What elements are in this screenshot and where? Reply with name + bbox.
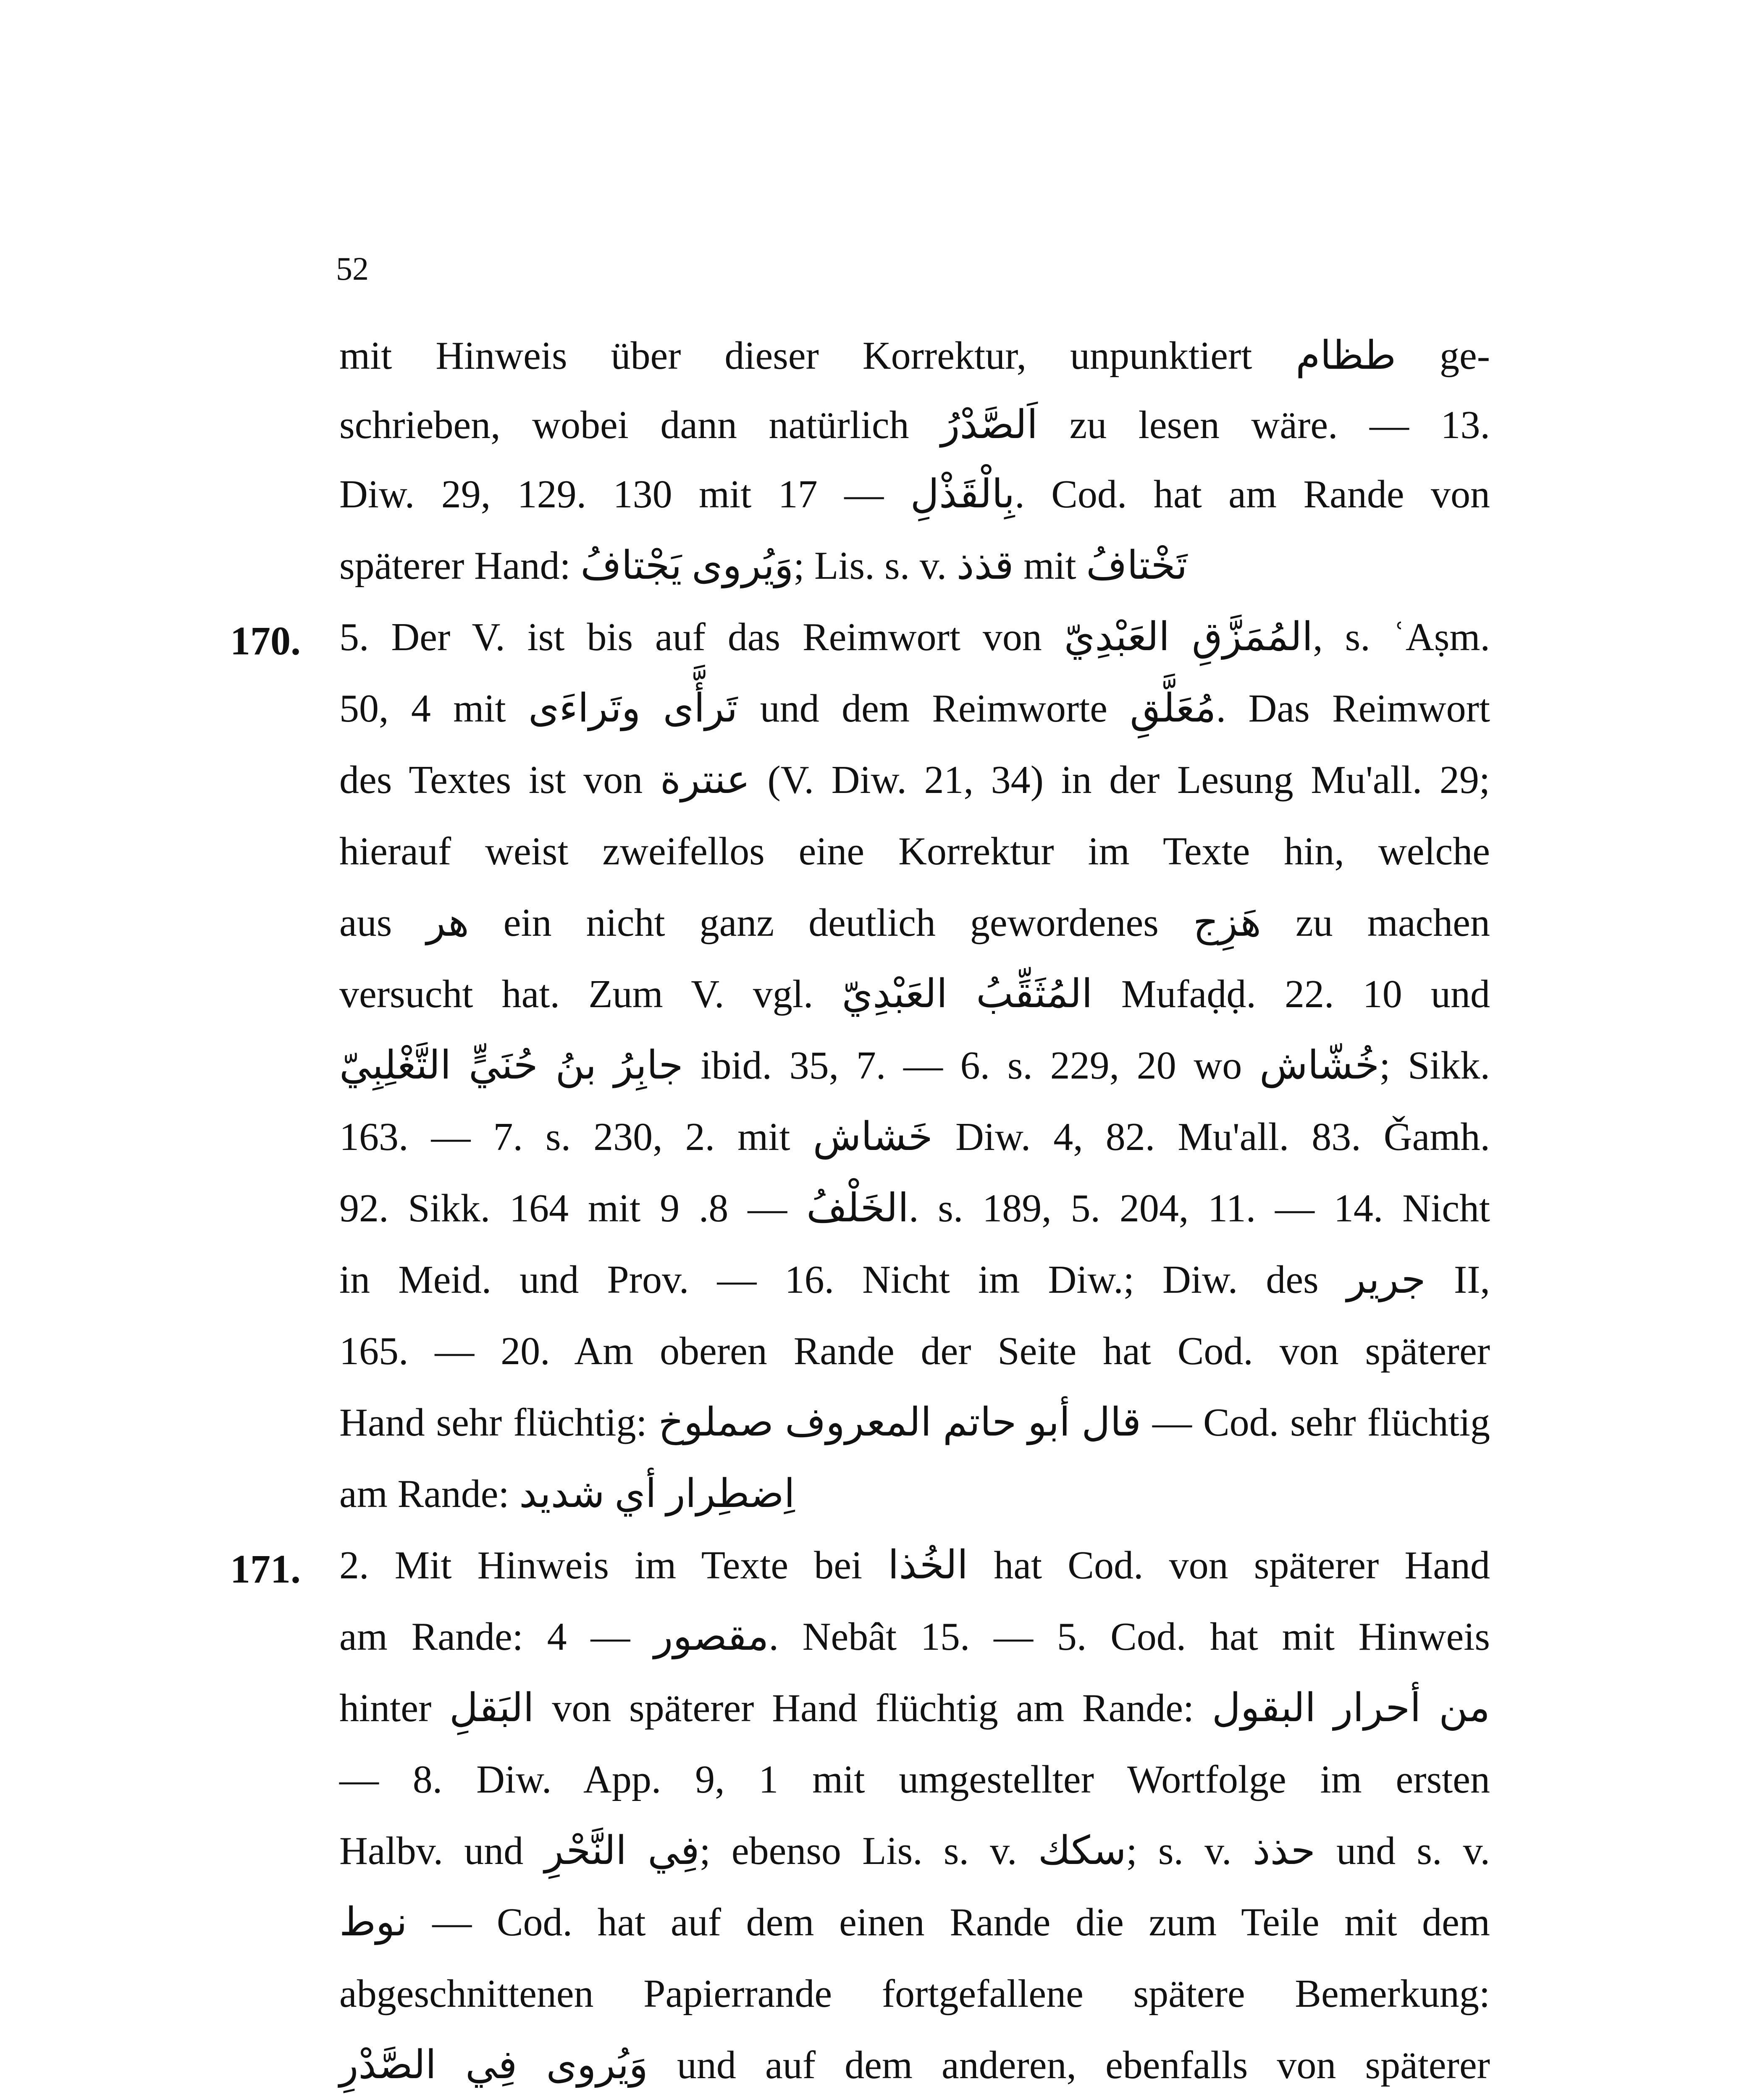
entry-number: 170. bbox=[230, 618, 301, 663]
text-line: 163. — 7. s. 230, 2. mit خَشاش Diw. 4, 82. Mu'all. 83. Ǧamh. bbox=[339, 1115, 1490, 1159]
entry-number: 171. bbox=[230, 1546, 301, 1591]
text-line: späterer Hand: وَيُروى يَجْتافُ; Lis. s. v. قذذ mit تَخْتافُ bbox=[339, 544, 1188, 588]
text-line: schrieben, wobei dann natürlich اَلصَّدْرُ zu lesen wäre. — 13. bbox=[339, 403, 1490, 447]
text-line: mit Hinweis über dieser Korrektur, unpunktiert طظام ge- bbox=[339, 334, 1490, 378]
text-line: in Meid. und Prov. — 16. Nicht im Diw.; Diw. des جرير II, bbox=[339, 1258, 1490, 1302]
text-line: Halbv. und فِي النَّحْرِ; ebenso Lis. s. v. سكك; s. v. حذذ und s. v. bbox=[339, 1829, 1490, 1873]
text-line: abgeschnittenen Papierrande fortgefallene spätere Bemerkung: bbox=[339, 1972, 1490, 2016]
text-line: Hand sehr flüchtig: قال أبو حاتم المعروف صملوخ — Cod. sehr flüchtig bbox=[339, 1401, 1490, 1444]
page-number: 52 bbox=[336, 250, 369, 287]
text-line: جابِرُ بنُ حُنَيٍّ التَّغْلِبِيّ ibid. 35, 7. — 6. s. 229, 20 wo خُشّاش; Sikk. bbox=[339, 1044, 1490, 1087]
text-line: aus هر ein nicht ganz deutlich gewordenes هَزِج zu machen bbox=[339, 901, 1490, 945]
text-line: نوط — Cod. hat auf dem einen Rande die zum Teile mit dem bbox=[339, 1900, 1490, 1944]
text-line: 92. Sikk. 164 mit الخَلْفُ — 8. 9. s. 189, 5. 204, 11. — 14. Nicht bbox=[339, 1186, 1490, 1230]
text-line: Diw. 29, 129. 130 mit بِالْقَذْلِ — 17. Cod. hat am Rande von bbox=[339, 472, 1490, 516]
text-line: 5. Der V. ist bis auf das Reimwort von المُمَزَّقِ العَبْدِيّ, s. ʿAṣm. bbox=[339, 615, 1490, 659]
text-line: وَيُروى فِي الصَّدْرِ und auf dem anderen, ebenfalls von späterer bbox=[339, 2043, 1490, 2087]
text-line: hinter البَقلِ von späterer Hand flüchtig am Rande: من أحرار البقول bbox=[339, 1686, 1490, 1730]
text-line: versucht hat. Zum V. vgl. المُثَقِّبُ العَبْدِيّ Mufaḍḍ. 22. 10 und bbox=[339, 972, 1490, 1016]
text-line: hierauf weist zweifellos eine Korrektur im Texte hin, welche bbox=[339, 830, 1490, 873]
text-line: am Rande: مقصور — 4. Nebât 15. — 5. Cod. hat mit Hinweis bbox=[339, 1615, 1490, 1659]
text-line: am Rande: اِضطِرار أي شديد bbox=[339, 1472, 795, 1516]
text-line: 165. — 20. Am oberen Rande der Seite hat Cod. von späterer bbox=[339, 1329, 1490, 1373]
text-line: — 8. Diw. App. 9, 1 mit umgestellter Wortfolge im ersten bbox=[339, 1758, 1490, 1801]
text-line: 2. Mit Hinweis im Texte bei الخُذا hat Cod. von späterer Hand bbox=[339, 1544, 1490, 1587]
text-line: 50, 4 mit تَرأَّى وتَراءَى und dem Reimworte مُعَلَّقِ. Das Reimwort bbox=[339, 687, 1490, 730]
text-line: des Textes ist von عنترة (V. Diw. 21, 34) in der Lesung Mu'all. 29; bbox=[339, 758, 1490, 802]
